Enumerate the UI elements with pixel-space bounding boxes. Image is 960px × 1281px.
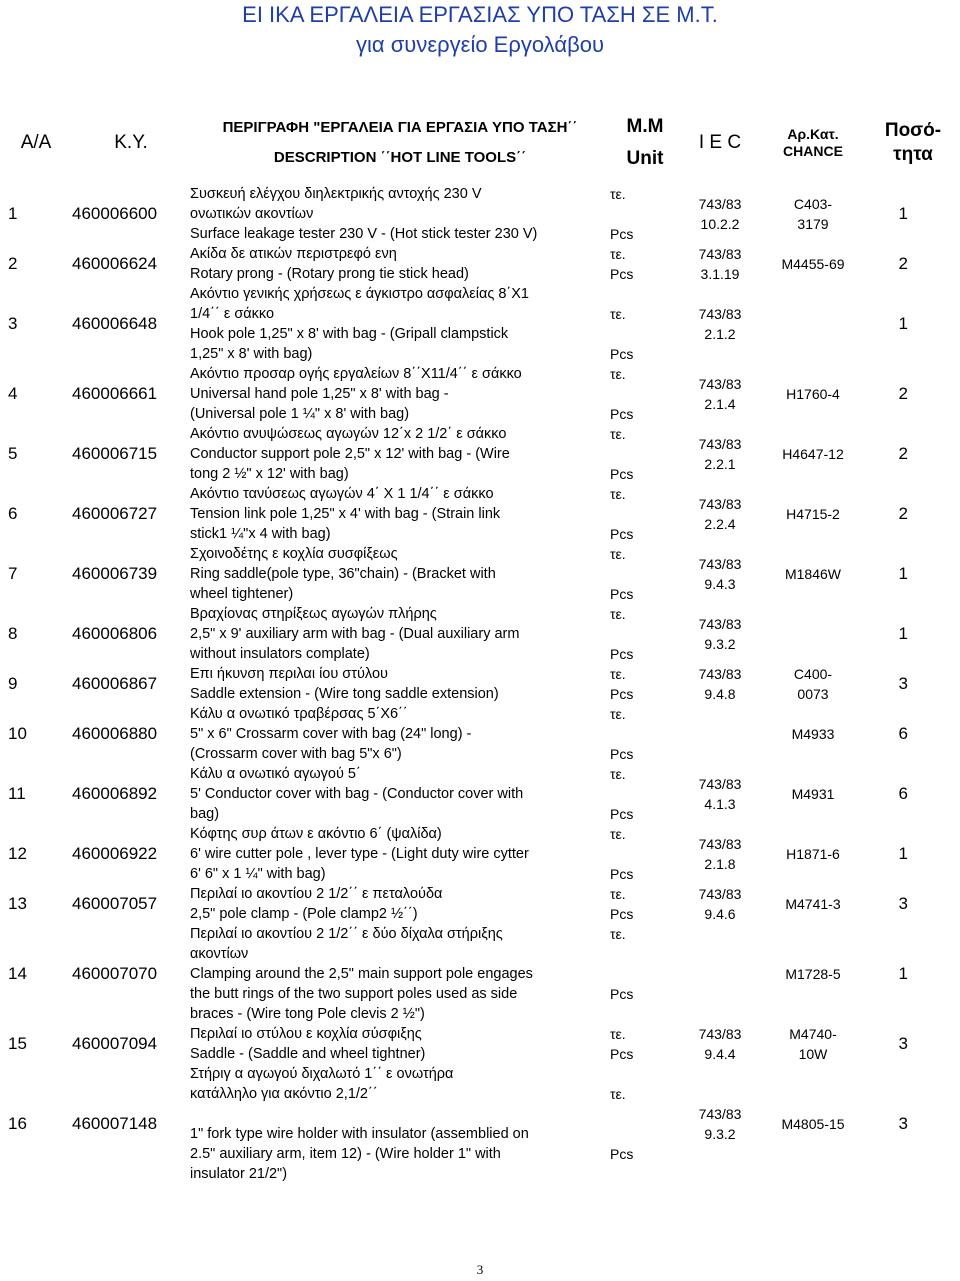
description-line: κατάλληλο για ακόντιο 2,1/2΄΄ — [190, 1086, 378, 1102]
unit-line: τε. — [610, 926, 626, 942]
item-catalog — [760, 1064, 866, 1184]
item-code: 460006600 — [72, 204, 158, 223]
row-number: 8 — [8, 624, 18, 643]
description-line: Κόφτης συρ άτων ε ακόντιο 6΄ (ψαλίδα) — [190, 826, 442, 842]
description-line: insulator 21/2") — [190, 1166, 288, 1182]
item-quantity: 3 — [898, 1114, 908, 1133]
catalog-line: 3179 — [797, 216, 829, 232]
item-iec — [680, 824, 760, 884]
table-row — [0, 424, 960, 484]
catalog-line: M4931 — [791, 786, 835, 802]
item-iec — [680, 364, 760, 424]
item-code: 460006624 — [72, 254, 158, 273]
unit-line: τε. — [610, 246, 626, 262]
iec-line: 743/83 — [698, 196, 742, 212]
item-quantity: 1 — [898, 964, 908, 983]
table-row — [0, 764, 960, 824]
header-description — [190, 102, 610, 184]
row-number: 16 — [8, 1114, 27, 1133]
row-number: 14 — [8, 964, 27, 983]
item-quantity: 6 — [898, 724, 908, 743]
iec-line: 743/83 — [698, 306, 742, 322]
description-line: Surface leakage tester 230 V - (Hot stick tester 230 V) — [190, 226, 538, 242]
row-number: 9 — [8, 674, 18, 693]
unit-line: Pcs — [610, 866, 634, 882]
unit-line — [610, 444, 680, 464]
item-quantity: 2 — [898, 444, 908, 463]
catalog-line: M4741-3 — [785, 896, 841, 912]
header-unit-en: Unit — [626, 148, 664, 169]
table-row — [0, 1024, 960, 1064]
item-description — [190, 544, 610, 604]
table-row — [0, 484, 960, 544]
unit-line — [610, 1104, 680, 1124]
item-iec — [680, 884, 760, 924]
item-quantity: 2 — [898, 504, 908, 523]
iec-line: 2.1.8 — [704, 856, 736, 872]
iec-line: 743/83 — [698, 376, 742, 392]
item-unit — [610, 1064, 680, 1184]
item-code: 460006892 — [72, 784, 158, 803]
table-row — [0, 704, 960, 764]
item-catalog — [760, 824, 866, 884]
unit-line: Pcs — [610, 226, 634, 242]
item-code: 460006922 — [72, 844, 158, 863]
item-code: 460006715 — [72, 444, 158, 463]
description-line: Επι ήκυνση περιλαι ίου στύλου — [190, 666, 388, 682]
unit-line — [610, 324, 680, 344]
header-desc-greek: ΠΕΡΙΓΡΑΦΗ "ΕΡΓΑΛΕΙΑ ΓΙΑ ΕΡΓΑΣΙΑ ΥΠΟ ΤΑΣΗ΄΄ — [222, 119, 578, 136]
description-line: Tension link pole 1,25" x 4' with bag - (Strain link — [190, 506, 501, 522]
unit-line: τε. — [610, 426, 626, 442]
unit-line — [610, 784, 680, 804]
description-line: Σχοινοδέτης ε κοχλία συσφίξεως — [190, 546, 398, 562]
description-line: Universal hand pole 1,25" x 8' with bag - — [190, 386, 449, 402]
unit-line: Pcs — [610, 586, 634, 602]
item-code: 460007148 — [72, 1114, 158, 1133]
description-line: Στήριγ α αγωγού διχαλωτό 1΄΄ ε ονωτήρα — [190, 1066, 454, 1082]
item-catalog — [760, 284, 866, 364]
item-catalog — [760, 704, 866, 764]
unit-line — [610, 1004, 680, 1024]
document-subtitle: για συνεργείο Εργολάβου — [355, 32, 604, 57]
table-row — [0, 544, 960, 604]
unit-line: Pcs — [610, 806, 634, 822]
item-quantity: 2 — [898, 384, 908, 403]
table-row — [0, 184, 960, 244]
description-line: Ακόντιο γενικής χρήσεως ε άγκιστρο ασφαλείας 8΄Χ1 — [190, 286, 529, 302]
iec-line: 743/83 — [698, 836, 742, 852]
item-unit — [610, 364, 680, 424]
item-description — [190, 244, 610, 284]
header-poso-2: τητα — [893, 144, 933, 165]
description-line: the butt rings of the two support poles used as side — [190, 986, 518, 1002]
table-row — [0, 884, 960, 924]
description-line: Hook pole 1,25" x 8' with bag - (Gripall clampstick — [190, 326, 509, 342]
item-catalog — [760, 184, 866, 244]
unit-line: τε. — [610, 706, 626, 722]
catalog-line: M4805-15 — [781, 1116, 845, 1132]
item-iec — [680, 604, 760, 664]
item-unit — [610, 184, 680, 244]
unit-line: τε. — [610, 1086, 626, 1102]
item-description — [190, 604, 610, 664]
item-code: 460006880 — [72, 724, 158, 743]
item-unit — [610, 284, 680, 364]
row-number: 1 — [8, 204, 18, 223]
unit-line — [610, 384, 680, 404]
unit-line: Pcs — [610, 646, 634, 662]
item-quantity: 1 — [898, 204, 908, 223]
item-code: 460006661 — [72, 384, 158, 403]
catalog-line: 0073 — [797, 686, 829, 702]
item-description — [190, 884, 610, 924]
item-code: 460007094 — [72, 1034, 158, 1053]
description-line: wheel tightener) — [190, 586, 294, 602]
description-line: Κάλυ α ονωτικό αγωγού 5΄ — [190, 766, 361, 782]
catalog-line — [760, 624, 866, 644]
description-line: Περιλαί ιο ακοντίου 2 1/2΄΄ ε πεταλούδα — [190, 886, 443, 902]
description-line: Saddle - (Saddle and wheel tightner) — [190, 1046, 426, 1062]
item-description — [190, 824, 610, 884]
item-quantity: 3 — [898, 894, 908, 913]
description-line: Βραχίονας στηρίξεως αγωγών πλήρης — [190, 606, 437, 622]
item-description — [190, 184, 610, 244]
item-code: 460006806 — [72, 624, 158, 643]
item-iec — [680, 704, 760, 764]
unit-line — [610, 1064, 680, 1084]
description-line: (Crossarm cover with bag 5"x 6") — [190, 746, 402, 762]
catalog-line: M1846W — [784, 566, 842, 582]
description-line: braces - (Wire tong Pole clevis 2 ½") — [190, 1006, 425, 1022]
catalog-line: H1760-4 — [786, 386, 840, 402]
catalog-line: H4647-12 — [782, 446, 844, 462]
unit-line: τε. — [610, 666, 626, 682]
header-poso-1: Ποσό- — [884, 120, 942, 141]
document-title: ΕΙ ΙΚΑ ΕΡΓΑΛΕΙΑ ΕΡΓΑΣΙΑΣ ΥΠΟ ΤΑΣΗ ΣΕ Μ.Τ. — [242, 2, 718, 27]
unit-line: Pcs — [610, 526, 634, 542]
table-row — [0, 284, 960, 364]
iec-line: 2.2.1 — [704, 456, 736, 472]
item-description — [190, 764, 610, 824]
header-ky: Κ.Υ. — [114, 132, 148, 153]
item-quantity: 6 — [898, 784, 908, 803]
unit-line: τε. — [610, 486, 626, 502]
row-number: 4 — [8, 384, 18, 403]
item-description — [190, 284, 610, 364]
catalog-line: M4455-69 — [781, 256, 845, 272]
description-line: Saddle extension - (Wire tong saddle extension) — [190, 686, 499, 702]
item-iec — [680, 544, 760, 604]
unit-line: τε. — [610, 1026, 626, 1042]
iec-line — [680, 724, 760, 744]
table-row — [0, 244, 960, 284]
iec-line: 9.4.6 — [704, 906, 736, 922]
unit-line: Pcs — [610, 466, 634, 482]
catalog-line: C400- — [793, 666, 833, 682]
item-catalog — [760, 484, 866, 544]
item-description — [190, 1024, 610, 1064]
description-line: without insulators complate) — [190, 646, 370, 662]
item-quantity: 2 — [898, 254, 908, 273]
item-quantity: 3 — [898, 1034, 908, 1053]
row-number: 7 — [8, 564, 18, 583]
unit-line: Pcs — [610, 406, 634, 422]
iec-line — [680, 964, 760, 984]
item-description — [190, 664, 610, 704]
item-unit — [610, 484, 680, 544]
description-line: 2,5" pole clamp - (Pole clamp2 ½΄΄) — [190, 906, 418, 922]
unit-line: Pcs — [610, 906, 634, 922]
description-line: Περιλαί ιο ακοντίου 2 1/2΄΄ ε δύο δίχαλα στήριξης — [190, 926, 503, 942]
row-number: 15 — [8, 1034, 27, 1053]
item-iec — [680, 184, 760, 244]
iec-line: 4.1.3 — [704, 796, 736, 812]
table-row — [0, 364, 960, 424]
row-number: 10 — [8, 724, 27, 743]
item-unit — [610, 884, 680, 924]
unit-line — [610, 944, 680, 964]
description-line: 6' wire cutter pole , lever type - (Light duty wire cytter — [190, 846, 529, 862]
header-mm: Μ.Μ — [626, 116, 664, 137]
item-quantity: 1 — [898, 564, 908, 583]
iec-line: 743/83 — [698, 1106, 742, 1122]
row-number: 6 — [8, 504, 18, 523]
catalog-line: H4715-2 — [786, 506, 840, 522]
item-unit — [610, 824, 680, 884]
description-line: Ακόντιο προσαρ ογής εργαλείων 8΄΄Χ11/4΄΄ ε σάκκο — [190, 366, 522, 382]
description-line: Συσκευή ελέγχου διηλεκτρικής αντοχής 230 V — [190, 186, 482, 202]
tools-table — [0, 102, 960, 1184]
unit-line: τε. — [610, 886, 626, 902]
table-row — [0, 924, 960, 1024]
header-iec: I E C — [698, 132, 742, 153]
catalog-line: M1728-5 — [785, 966, 841, 982]
iec-line: 743/83 — [698, 496, 742, 512]
description-line: 1" fork type wire holder with insulator (assemblied on — [190, 1126, 529, 1142]
item-catalog — [760, 1024, 866, 1064]
unit-line: τε. — [610, 766, 626, 782]
iec-line: 9.4.8 — [704, 686, 736, 702]
description-line: 5" x 6" Crossarm cover with bag (24" long) - — [190, 726, 472, 742]
unit-line — [610, 284, 680, 304]
unit-line: τε. — [610, 186, 626, 202]
unit-line — [610, 1124, 680, 1144]
item-code: 460006727 — [72, 504, 158, 523]
item-description — [190, 424, 610, 484]
description-line: Rotary prong - (Rotary prong tie stick head) — [190, 266, 469, 282]
unit-line — [610, 844, 680, 864]
iec-line: 743/83 — [698, 776, 742, 792]
iec-line: 9.3.2 — [704, 636, 736, 652]
item-catalog — [760, 424, 866, 484]
item-code: 460007057 — [72, 894, 158, 913]
unit-line: Pcs — [610, 746, 634, 762]
catalog-line: M4740- — [789, 1026, 837, 1042]
item-catalog — [760, 544, 866, 604]
item-iec — [680, 484, 760, 544]
unit-line — [610, 564, 680, 584]
unit-line — [610, 724, 680, 744]
unit-line: τε. — [610, 826, 626, 842]
description-line: tong 2 ½" x 12' with bag) — [190, 466, 349, 482]
description-line: Conductor support pole 2,5" x 12' with bag - (Wire — [190, 446, 510, 462]
iec-line: 2.2.4 — [704, 516, 736, 532]
item-catalog — [760, 764, 866, 824]
iec-line: 743/83 — [698, 246, 742, 262]
row-number: 3 — [8, 314, 18, 333]
description-line: Περιλαί ιο στύλου ε κοχλία σύσφιξης — [190, 1026, 422, 1042]
table-row — [0, 1064, 960, 1184]
item-iec — [680, 764, 760, 824]
table-header-row — [0, 102, 960, 184]
item-iec — [680, 1024, 760, 1064]
item-iec — [680, 1064, 760, 1184]
description-line — [190, 1104, 604, 1124]
item-iec — [680, 664, 760, 704]
header-ar-kat: Αρ.Κατ. — [787, 126, 839, 142]
description-line: ονωτικών ακοντίων — [190, 206, 314, 222]
iec-line: 743/83 — [698, 666, 742, 682]
catalog-line: 10W — [798, 1046, 828, 1062]
item-unit — [610, 604, 680, 664]
iec-line: 10.2.2 — [700, 216, 740, 232]
row-number: 5 — [8, 444, 18, 463]
item-description — [190, 704, 610, 764]
description-line: 5' Conductor cover with bag - (Conductor cover with — [190, 786, 524, 802]
item-quantity: 1 — [898, 844, 908, 863]
item-code: 460006648 — [72, 314, 158, 333]
item-description — [190, 484, 610, 544]
item-unit — [610, 244, 680, 284]
item-unit — [610, 1024, 680, 1064]
description-line: bag) — [190, 806, 220, 822]
iec-line: 9.4.4 — [704, 1046, 736, 1062]
unit-line: τε. — [610, 306, 626, 322]
description-line: Ακόντιο ανυψώσεως αγωγών 12΄x 2 1/2΄ ε σάκκο — [190, 426, 507, 442]
description-line: (Universal pole 1 ¼" x 8' with bag) — [190, 406, 410, 422]
item-catalog — [760, 664, 866, 704]
iec-line: 743/83 — [698, 886, 742, 902]
iec-line: 743/83 — [698, 1026, 742, 1042]
unit-line: Pcs — [610, 346, 634, 362]
catalog-line: M4933 — [791, 726, 835, 742]
unit-line: Pcs — [610, 986, 634, 1002]
description-line: 2.5" auxiliary arm, item 12) - (Wire holder 1" with — [190, 1146, 501, 1162]
description-line: Κάλυ α ονωτικό τραβέρσας 5΄Χ6΄΄ — [190, 706, 408, 722]
iec-line: 2.1.2 — [704, 326, 736, 342]
iec-line: 743/83 — [698, 616, 742, 632]
catalog-line: H1871-6 — [786, 846, 840, 862]
iec-line: 743/83 — [698, 436, 742, 452]
description-line: stick1 ¼"x 4 with bag) — [190, 526, 331, 542]
item-catalog — [760, 884, 866, 924]
item-quantity: 1 — [898, 314, 908, 333]
description-line: 1,25" x 8' with bag) — [190, 346, 313, 362]
unit-line: Pcs — [610, 1146, 634, 1162]
header-desc-english: DESCRIPTION ΄΄HOT LINE TOOLS΄΄ — [273, 149, 527, 166]
item-description — [190, 1064, 610, 1184]
item-catalog — [760, 924, 866, 1024]
item-description — [190, 924, 610, 1024]
iec-line: 743/83 — [698, 556, 742, 572]
item-quantity: 1 — [898, 624, 908, 643]
unit-line — [610, 504, 680, 524]
description-line: Ring saddle(pole type, 36"chain) - (Bracket with — [190, 566, 496, 582]
item-iec — [680, 284, 760, 364]
row-number: 13 — [8, 894, 27, 913]
iec-line: 9.3.2 — [704, 1126, 736, 1142]
item-unit — [610, 924, 680, 1024]
unit-line: Pcs — [610, 686, 634, 702]
item-catalog — [760, 364, 866, 424]
unit-line — [610, 624, 680, 644]
item-code: 460006867 — [72, 674, 158, 693]
item-unit — [610, 424, 680, 484]
description-line: 2,5" x 9' auxiliary arm with bag - (Dual auxiliary arm — [190, 626, 520, 642]
catalog-line — [760, 314, 866, 334]
iec-line: 2.1.4 — [704, 396, 736, 412]
item-iec — [680, 244, 760, 284]
catalog-line: C403- — [793, 196, 833, 212]
table-row — [0, 664, 960, 704]
item-catalog — [760, 244, 866, 284]
header-catalog — [760, 102, 866, 184]
page-number: 3 — [476, 1262, 484, 1277]
item-iec — [680, 924, 760, 1024]
description-line: Ακίδα δε ατικών περιστρεφό ενη — [190, 246, 397, 262]
iec-line: 3.1.19 — [700, 266, 740, 282]
unit-line — [610, 1164, 680, 1184]
description-line: Clamping around the 2,5" main support pole engages — [190, 966, 533, 982]
header-quantity — [866, 102, 960, 184]
unit-line — [610, 204, 680, 224]
table-row — [0, 824, 960, 884]
item-quantity: 3 — [898, 674, 908, 693]
unit-line: τε. — [610, 606, 626, 622]
row-number: 12 — [8, 844, 27, 863]
item-unit — [610, 704, 680, 764]
iec-line: 9.4.3 — [704, 576, 736, 592]
description-line: Ακόντιο τανύσεως αγωγών 4΄ Χ 1 1/4΄΄ ε σάκκο — [190, 486, 494, 502]
item-unit — [610, 544, 680, 604]
item-unit — [610, 764, 680, 824]
unit-line: τε. — [610, 546, 626, 562]
header-aa: Α/Α — [20, 132, 52, 153]
description-line: 6' 6" x 1 ¼" with bag) — [190, 866, 326, 882]
unit-line: Pcs — [610, 266, 634, 282]
unit-line — [610, 964, 680, 984]
item-description — [190, 364, 610, 424]
row-number: 2 — [8, 254, 18, 273]
unit-line: Pcs — [610, 1046, 634, 1062]
item-catalog — [760, 604, 866, 664]
header-unit — [610, 102, 680, 184]
description-line: 1/4΄΄ ε σάκκο — [190, 306, 275, 322]
item-unit — [610, 664, 680, 704]
item-code: 460007070 — [72, 964, 158, 983]
header-chance: CHANCE — [783, 143, 843, 159]
description-line: ακοντίων — [190, 946, 249, 962]
item-iec — [680, 424, 760, 484]
table-row — [0, 604, 960, 664]
row-number: 11 — [8, 784, 26, 803]
item-code: 460006739 — [72, 564, 158, 583]
unit-line: τε. — [610, 366, 626, 382]
